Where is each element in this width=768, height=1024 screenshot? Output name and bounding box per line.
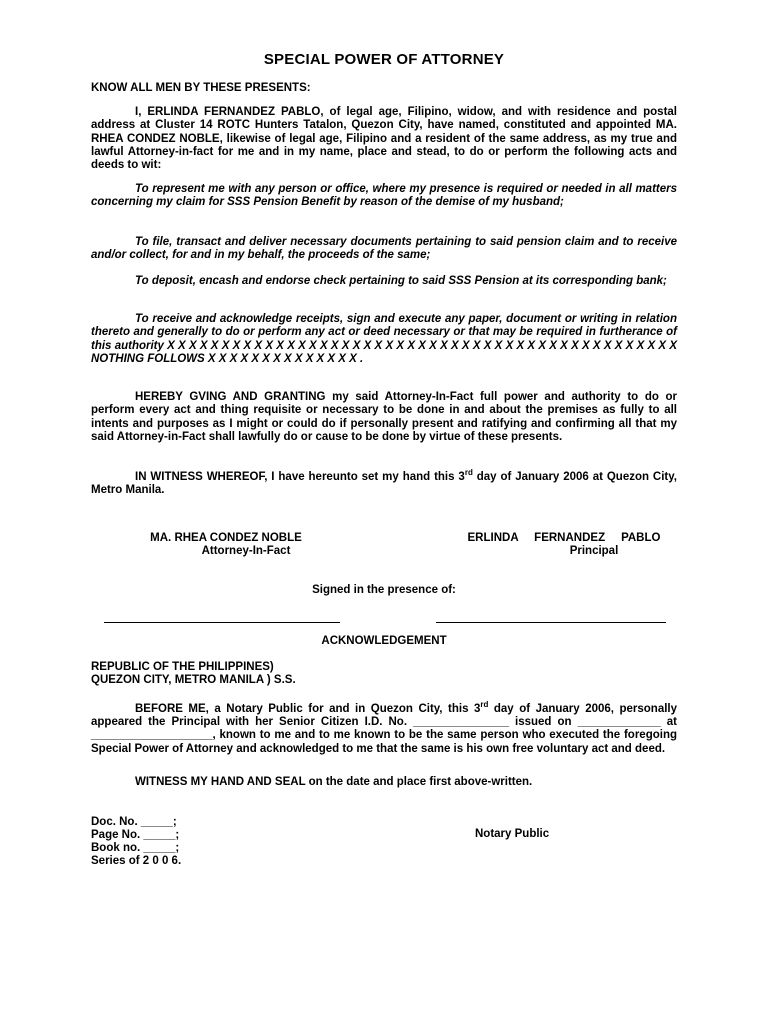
attorney-name: MA. RHEA CONDEZ NOBLE — [150, 532, 302, 544]
presence-label: Signed in the presence of: — [312, 584, 456, 596]
venue-line-1: REPUBLIC OF THE PHILIPPINES) — [91, 661, 274, 673]
power-4-text: To receive and acknowledge receipts, sign and execute any paper, document or writing in relation thereto and generally to do or perform any act or deed necessary or that may be required in furtherance of this authority X X X X X X X X X X X X X X X X X X X X X X X X X X X X X X X X X X X X X X X X X X X X X X X NOTHING FOLLOWS X X X X X X X X X X X X X X . — [91, 313, 677, 365]
book-no: Book no. _____; — [91, 842, 180, 854]
power-2 — [91, 236, 677, 263]
power-2-text: To file, transact and deliver necessary documents pertaining to said pension claim and to receive and/or collect, for and in my behalf, the proceeds of the same; — [91, 236, 677, 262]
venue-line-2: QUEZON CITY, METRO MANILA ) S.S. — [91, 674, 296, 686]
notary-public-label: Notary Public — [475, 828, 550, 840]
notary-sup: rd — [480, 700, 489, 709]
witness-paragraph — [91, 466, 677, 497]
series: Series of 2 0 0 6. — [91, 855, 182, 867]
power-3 — [91, 275, 677, 288]
venue-block — [91, 661, 296, 687]
power-1-text: To represent me with any person or office, where my presence is required or needed in all matters concerning my claim for SSS Pension Benefit by reason of the demise of my husband; — [91, 183, 677, 209]
salutation: KNOW ALL MEN BY THESE PRESENTS: — [91, 82, 311, 94]
attorney-role: Attorney-In-Fact — [201, 545, 291, 558]
docket-block — [91, 816, 181, 868]
power-4 — [91, 313, 677, 366]
page-no: Page No. _____; — [91, 829, 180, 841]
principal-name: ERLINDA FERNANDEZ PABLO — [467, 532, 661, 544]
granting-paragraph — [91, 391, 677, 444]
document-title: SPECIAL POWER OF ATTORNEY — [263, 51, 505, 68]
witness-line-right — [436, 622, 666, 623]
witness-seal-paragraph — [91, 776, 677, 789]
doc-no: Doc. No. _____; — [91, 816, 177, 828]
witness-seal-text: WITNESS MY HAND AND SEAL on the date and place first above-written. — [135, 776, 533, 788]
intro-text: I, ERLINDA FERNANDEZ PABLO, of legal age, Filipino, widow, and with residence and postal address at Cluster 14 ROTC Hunters Tatalon, Quezon City, have named, constituted and appointed MA. RHEA CONDEZ NOBLE, likewise of legal age, Filipino and a resident of the same address, as my true and lawful Attorney-in-fact for me and in my name, place and stead, to do or perform the following acts and deeds to wit: — [91, 106, 677, 172]
intro-paragraph — [91, 106, 677, 172]
power-1 — [91, 183, 677, 210]
ack-title: ACKNOWLEDGEMENT — [321, 635, 447, 647]
notary-paragraph — [91, 698, 677, 756]
power-3-text: To deposit, encash and endorse check pertaining to said SSS Pension at its corresponding bank; — [135, 275, 667, 287]
witness-sup: rd — [464, 468, 473, 477]
witness-text-a: IN WITNESS WHEREOF, I have hereunto set my hand this 3 — [135, 470, 465, 483]
notary-text-a: BEFORE ME, a Notary Public for and in Quezon City, this 3 — [135, 702, 481, 715]
attorney-signature-block — [120, 532, 332, 559]
witness-text-b: day of January 2006 at Quezon City, Metro Manila. — [91, 470, 677, 497]
principal-role: Principal — [569, 545, 619, 558]
witness-line-left — [104, 622, 340, 623]
notary-text-b: day of January 2006, personally appeared the Principal with her Senior Citizen I.D. No. _______________ issued on _____________ at ___________________, known to me and to me known to be the same person who executed the foregoing Special Power of Attorney and acknowledged to me that the same is his own free voluntary act and deed. — [91, 702, 678, 755]
principal-signature-block — [450, 532, 678, 559]
granting-text: HEREBY GVING AND GRANTING my said Attorney-In-Fact full power and authority to do or perform every act and thing requisite or necessary to be done in and about the premises as fully to all intents and purposes as I might or could do if personally present and ratifying and confirming all that my said Attorney-in-Fact shall lawfully do or cause to be done by virtue of these presents. — [91, 391, 677, 443]
